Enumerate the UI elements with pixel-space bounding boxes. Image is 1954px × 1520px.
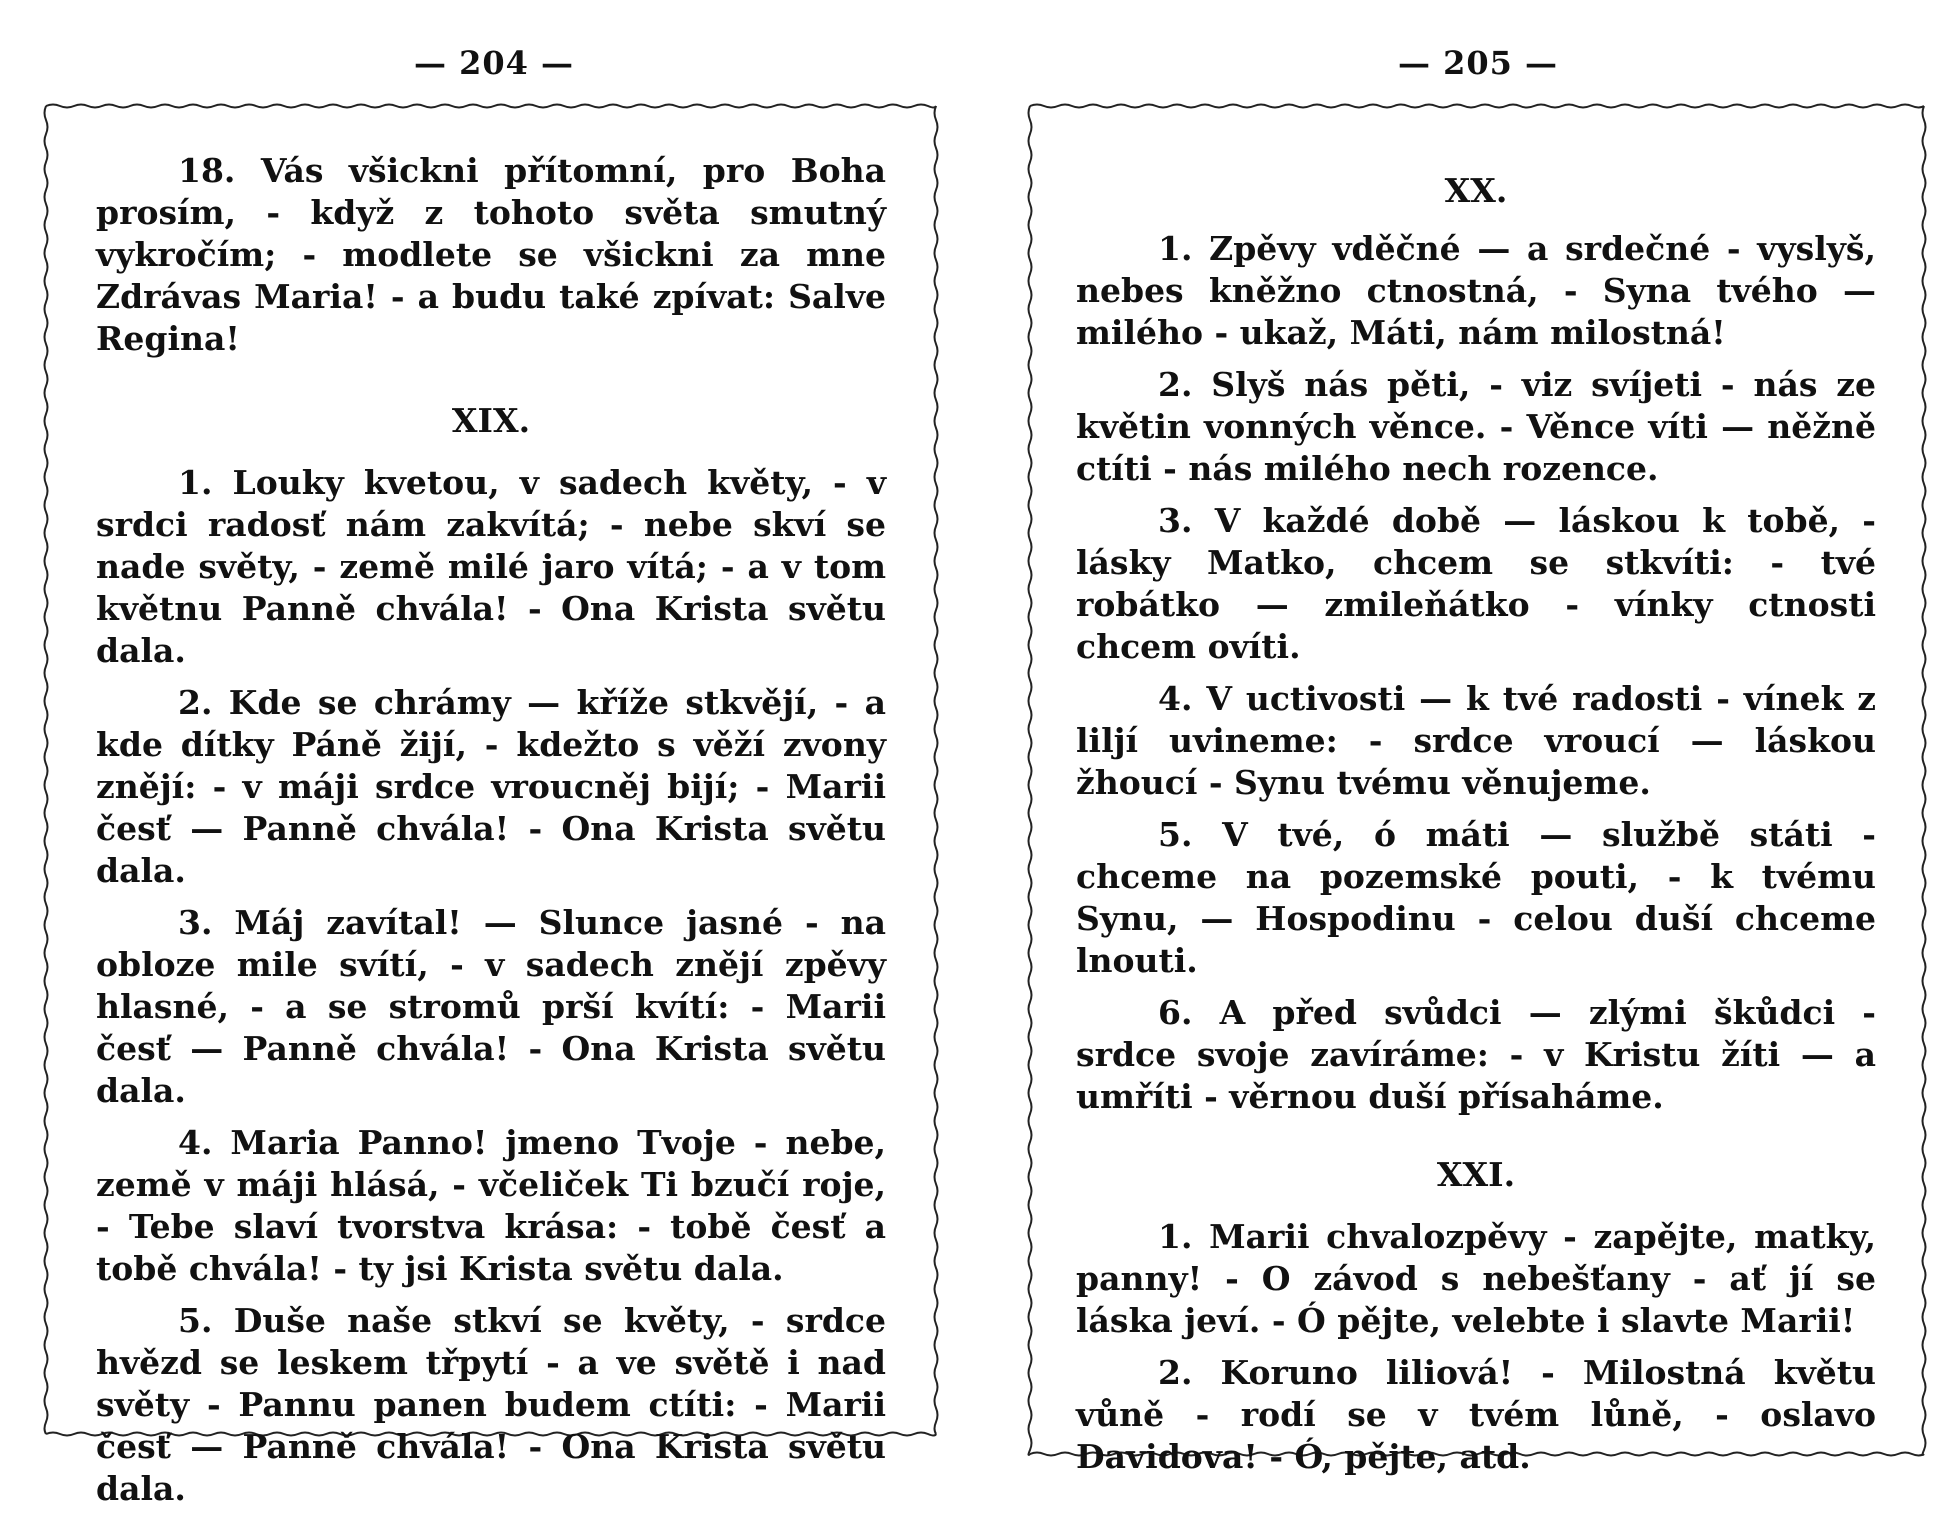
verse: 2. Kde se chrámy — kříže stkvějí, - a kde dítky Páně žijí, - kdežto s věží zvony znějí: - v máji srdce vroucněj bijí; - Marii česť — Panně chvála! - Ona Krista světu dala. [96,683,886,890]
verse: 1. Louky kvetou, v sadech květy, - v srdci radosť nám zakvítá; - nebe skví se nade světy, - země milé jaro vítá; - a v tom květnu Panně chvála! - Ona Krista světu dala. [96,463,886,670]
verse: 18. Vás všickni přítomní, pro Boha prosím, - když z tohoto světa smutný vykročím; - modlete se všickni za mne Zdrávas Maria! - a budu také zpívat: Salve Regina! [96,151,886,358]
verse: 3. Máj zavítal! — Slunce jasné - na obloze mile svítí, - v sadech znějí zpěvy hlasné, - a se stromů prší kvítí: - Marii česť — Panně chvála! - Ona Krista světu dala. [96,903,886,1110]
verse: 6. A před svůdci — zlými škůdci - srdce svoje zavíráme: - v Kristu žíti — a umříti - věrnou duší přísaháme. [1076,993,1876,1116]
right-page-content [1076,170,1876,1488]
right-page-number: — 205 — [1397,44,1559,82]
verse: 2. Slyš nás pěti, - viz svíjeti - nás ze květin vonných věnce. - Věnce víti — něžně ctíti - nás milého nech rozence. [1076,365,1876,488]
verse: 1. Marii chvalozpěvy - zapějte, matky, panny! - O závod s nebešťany - ať jí se láska jeví. - Ó pějte, velebte i slavte Marii! [1076,1217,1876,1340]
right-verses-a [1076,228,1876,1118]
left-verses-b [96,462,886,1510]
verse: 5. Duše naše stkví se květy, - srdce hvězd se leskem třpytí - a ve světě i nad světy - Pannu panen budem ctíti: - Marii česť — Panně chvála! - Ona Krista světu dala. [96,1301,886,1508]
section-heading-xix: XIX. [451,401,531,440]
left-page-content [96,150,886,1520]
verse: 3. V každé době — láskou k tobě, - lásky Matko, chcem se stkvíti: - tvé robátko — zmileňátko - vínky ctnosti chcem ovíti. [1076,501,1876,666]
verse: 1. Zpěvy vděčné — a srdečné - vyslyš, nebes kněžno ctnostná, - Syna tvého — milého - ukaž, Máti, nám milostná! [1076,229,1876,352]
verse: 5. V tvé, ó máti — službě státi - chceme na pozemské pouti, - k tvému Synu, — Hospodinu - celou duší chceme lnouti. [1076,815,1876,980]
left-verses-a [96,150,886,360]
verse: 2. Koruno liliová! - Milostná květu vůně - rodí se v tvém lůně, - oslavo Davidova! - Ó, pějte, atd. [1076,1353,1876,1476]
right-verses-b [1076,1216,1876,1478]
verse: 4. V uctivosti — k tvé radosti - vínek z liljí uvineme: - srdce vroucí — láskou žhoucí - Synu tvému věnujeme. [1076,679,1876,802]
section-heading-xx: XX. [1444,171,1508,210]
left-page-number: — 204 — [413,44,575,82]
section-heading-xxi: XXI. [1436,1155,1516,1194]
verse: 4. Maria Panno! jmeno Tvoje - nebe, země v máji hlásá, - včeliček Ti bzučí roje, - Tebe slaví tvorstva krása: - tobě česť a tobě chvála! - ty jsi Krista světu dala. [96,1123,886,1288]
